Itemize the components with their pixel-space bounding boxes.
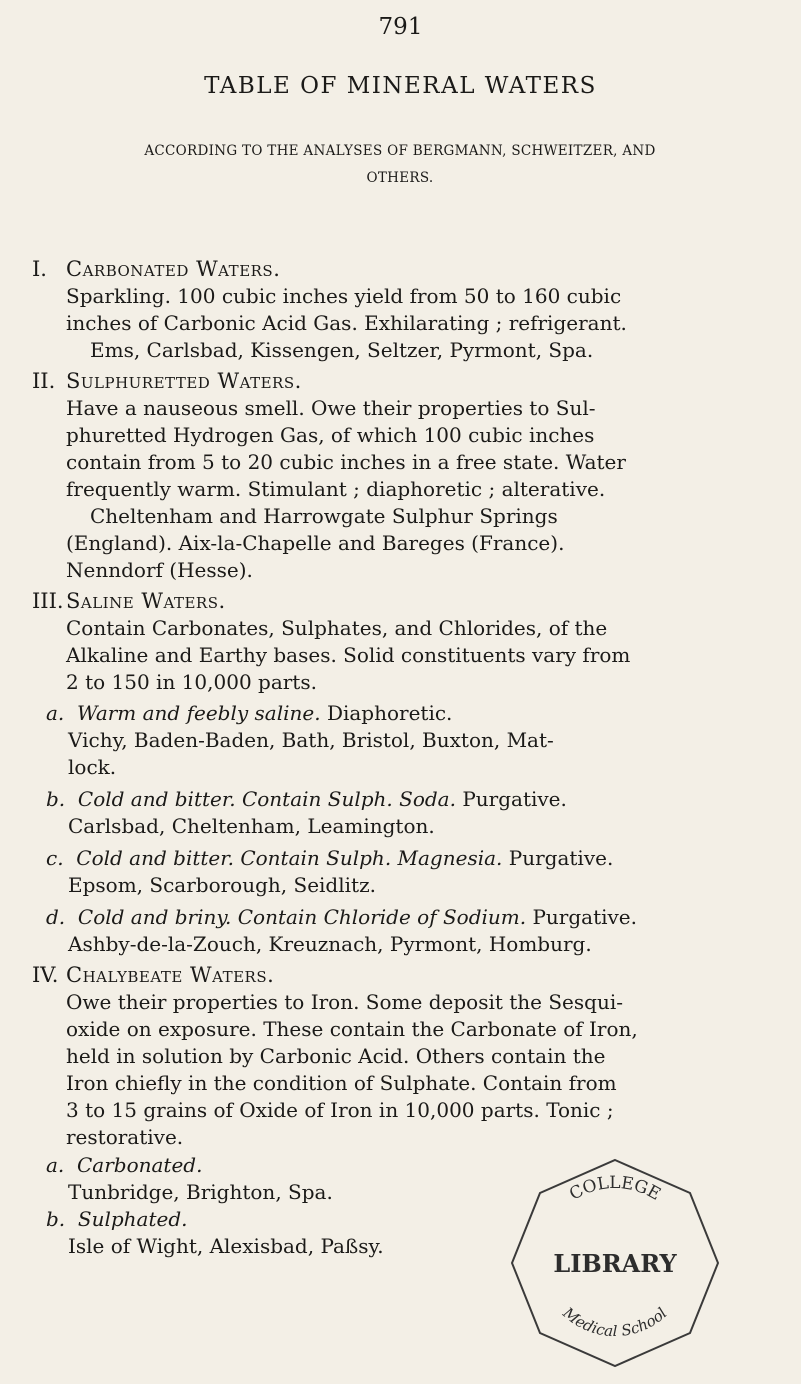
subitem-effect: Purgative. bbox=[508, 846, 614, 870]
subitem-cold-briny bbox=[46, 904, 746, 958]
stamp-middle-text: LIBRARY bbox=[553, 1249, 677, 1278]
text-line: oxide on exposure. These contain the Carbonate of Iron, bbox=[66, 1017, 638, 1041]
text-line: Nenndorf (Hesse). bbox=[66, 558, 253, 582]
places-line: Tunbridge, Brighton, Spa. bbox=[68, 1180, 333, 1204]
section-text bbox=[66, 395, 746, 584]
section-numeral: IV. bbox=[32, 963, 59, 987]
text-line: Alkaline and Earthy bases. Solid constituents vary from bbox=[66, 643, 631, 667]
subitem-letter: c. bbox=[46, 846, 64, 870]
subitem-effect: Purgative. bbox=[532, 905, 638, 929]
places-line: Isle of Wight, Alexisbad, Paßsy. bbox=[68, 1234, 384, 1258]
subitem-warm-saline bbox=[46, 700, 746, 781]
section-title: Sulphuretted Waters. bbox=[66, 369, 302, 393]
subitem-letter: b. bbox=[46, 1207, 66, 1231]
section-title: Carbonated Waters. bbox=[66, 257, 281, 281]
section-numeral: I. bbox=[32, 257, 47, 281]
subitem-title: Sulphated. bbox=[77, 1207, 188, 1231]
subitem-title: Cold and bitter. Contain Sulph. Magnesia. bbox=[76, 846, 503, 870]
page-title: TABLE OF MINERAL WATERS bbox=[204, 73, 597, 99]
subitem-letter: b. bbox=[46, 787, 66, 811]
subtitle-line-2: OTHERS. bbox=[366, 170, 434, 186]
section-numeral: II. bbox=[32, 369, 56, 393]
text-line: phuretted Hydrogen Gas, of which 100 cubic inches bbox=[66, 423, 595, 447]
places-line: Carlsbad, Cheltenham, Leamington. bbox=[68, 814, 435, 838]
text-line: Iron chiefly in the condition of Sulphate. Contain from bbox=[66, 1071, 617, 1095]
text-line: 3 to 15 grains of Oxide of Iron in 10,000 parts. Tonic ; bbox=[66, 1098, 614, 1122]
text-line: 2 to 150 in 10,000 parts. bbox=[66, 670, 317, 694]
text-line: frequently warm. Stimulant ; diaphoretic ; alterative. bbox=[66, 477, 606, 501]
subitem-title: Warm and feebly saline. bbox=[77, 701, 321, 725]
text-line: Contain Carbonates, Sulphates, and Chlorides, of the bbox=[66, 616, 608, 640]
text-line: Sparkling. 100 cubic inches yield from 50 to 160 cubic bbox=[66, 284, 622, 308]
subitem-letter: a. bbox=[46, 701, 65, 725]
subitem-letter: a. bbox=[46, 1153, 65, 1177]
text-line: Ems, Carlsbad, Kissengen, Seltzer, Pyrmont, Spa. bbox=[90, 338, 594, 362]
section-heading bbox=[32, 256, 280, 283]
text-line: held in solution by Carbonic Acid. Others contain the bbox=[66, 1044, 606, 1068]
subitem-title: Carbonated. bbox=[77, 1153, 203, 1177]
section-heading bbox=[32, 368, 302, 395]
stamp-top-text: COLLEGE bbox=[566, 1172, 664, 1205]
section-title: Chalybeate Waters. bbox=[66, 963, 275, 987]
subtitle-line-1: ACCORDING TO THE ANALYSES OF BERGMANN, SCHWEITZER, AND bbox=[144, 143, 656, 159]
text-line: inches of Carbonic Acid Gas. Exhilarating ; refrigerant. bbox=[66, 311, 627, 335]
library-stamp bbox=[500, 1148, 730, 1378]
subitem-effect: Diaphoretic. bbox=[326, 701, 453, 725]
subtitle bbox=[30, 138, 770, 192]
places-line: Epsom, Scarborough, Seidlitz. bbox=[68, 873, 376, 897]
section-heading bbox=[32, 588, 226, 615]
places-line: lock. bbox=[68, 755, 117, 779]
section-title: Saline Waters. bbox=[66, 589, 226, 613]
subitem-cold-bitter-magnesia bbox=[46, 845, 746, 899]
places-line: Vichy, Baden-Baden, Bath, Bristol, Buxton, Mat- bbox=[68, 728, 554, 752]
text-line: Cheltenham and Harrowgate Sulphur Springs bbox=[90, 504, 558, 528]
page-number: 791 bbox=[378, 14, 423, 40]
text-line: Have a nauseous smell. Owe their properties to Sul- bbox=[66, 396, 596, 420]
stamp-bottom-text: Medical School bbox=[559, 1303, 671, 1341]
subitem-letter: d. bbox=[46, 905, 66, 929]
section-text bbox=[66, 989, 746, 1151]
text-line: contain from 5 to 20 cubic inches in a free state. Water bbox=[66, 450, 626, 474]
section-text bbox=[66, 283, 746, 364]
section-text bbox=[66, 615, 746, 696]
subitem-title: Cold and briny. Contain Chloride of Sodium. bbox=[77, 905, 527, 929]
section-numeral: III. bbox=[32, 589, 64, 613]
section-heading bbox=[32, 962, 274, 989]
subitem-effect: Purgative. bbox=[462, 787, 567, 811]
text-line: Owe their properties to Iron. Some deposit the Sesqui- bbox=[66, 990, 623, 1014]
subitem-title: Cold and bitter. Contain Sulph. Soda. bbox=[77, 787, 456, 811]
subitem-cold-bitter-soda bbox=[46, 786, 746, 840]
text-line: restorative. bbox=[66, 1125, 184, 1149]
places-line: Ashby-de-la-Zouch, Kreuznach, Pyrmont, Homburg. bbox=[68, 932, 592, 956]
text-line: (England). Aix-la-Chapelle and Bareges (France). bbox=[66, 531, 565, 555]
